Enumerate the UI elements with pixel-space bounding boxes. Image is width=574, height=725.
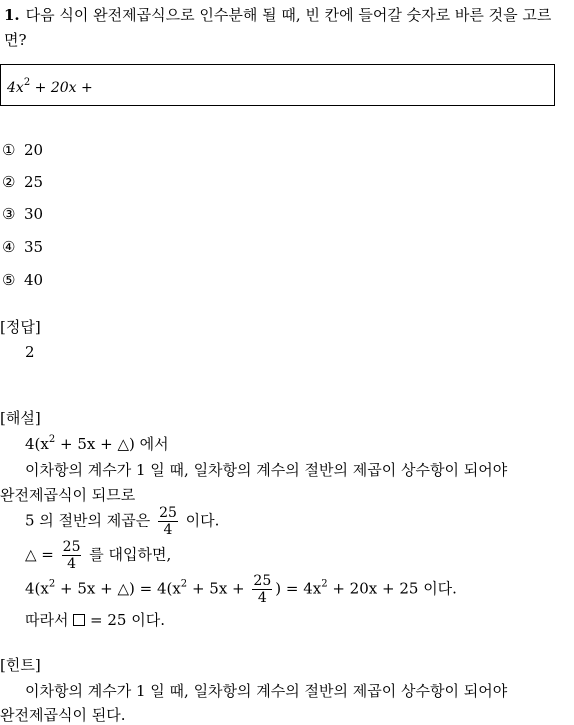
- option-5[interactable]: ⑤ 40: [2, 271, 44, 289]
- fraction: $\frac{25}{4}$: [253, 573, 272, 606]
- explanation-line-4: 5 의 절반의 제곱은 $\frac{25}{4}$ 이다.: [25, 505, 220, 538]
- hint-heading: [힌트]: [0, 656, 41, 674]
- hint-line-2: 완전제곱식이 된다.: [0, 706, 126, 724]
- option-1[interactable]: ① 20: [2, 141, 44, 159]
- option-2[interactable]: ② 25: [2, 173, 44, 191]
- fraction: $\frac{25}{4}$: [159, 505, 177, 538]
- explanation-line-2: 이차항의 계수가 1 일 때, 일차항의 계수의 절반의 제곱이 상수항이 되어야: [25, 461, 508, 479]
- expression-box: [0, 64, 555, 106]
- explanation-heading: [해설]: [0, 409, 41, 427]
- square-blank-icon: [73, 614, 85, 626]
- question-number: 1.: [4, 6, 20, 24]
- question: [4, 3, 570, 53]
- explanation-line-7: 따라서 = 25 이다.: [25, 611, 165, 629]
- explanation-line-3: 완전제곱식이 되므로: [0, 486, 136, 504]
- explanation-line-5: △ = $\frac{25}{4}$ 를 대입하면,: [25, 539, 172, 572]
- answer-value: 2: [25, 343, 35, 361]
- expression: $4x^2 + 20x$ +: [7, 77, 93, 96]
- hint-line-1: 이차항의 계수가 1 일 때, 일차항의 계수의 절반의 제곱이 상수항이 되어야: [25, 682, 508, 700]
- explanation-line-6: $4(x^2 + 5x$ + △) = $4(x^2 + 5x$ + $\frac{25}{4}$ ) = $4x^2 + 20x + 25$ 이다.: [25, 573, 457, 606]
- explanation-line-1: $4(x^2 + 5x$ + △) 에서: [25, 434, 169, 453]
- question-text: 다음 식이 완전제곱식으로 인수분해 될 때, 빈 칸에 들어갈 숫자로 바른 것을 고르면?: [4, 6, 552, 49]
- option-3[interactable]: ③ 30: [2, 205, 44, 223]
- fraction: $\frac{25}{4}$: [62, 539, 81, 572]
- answer-heading: [정답]: [0, 318, 41, 336]
- option-4[interactable]: ④ 35: [2, 238, 44, 256]
